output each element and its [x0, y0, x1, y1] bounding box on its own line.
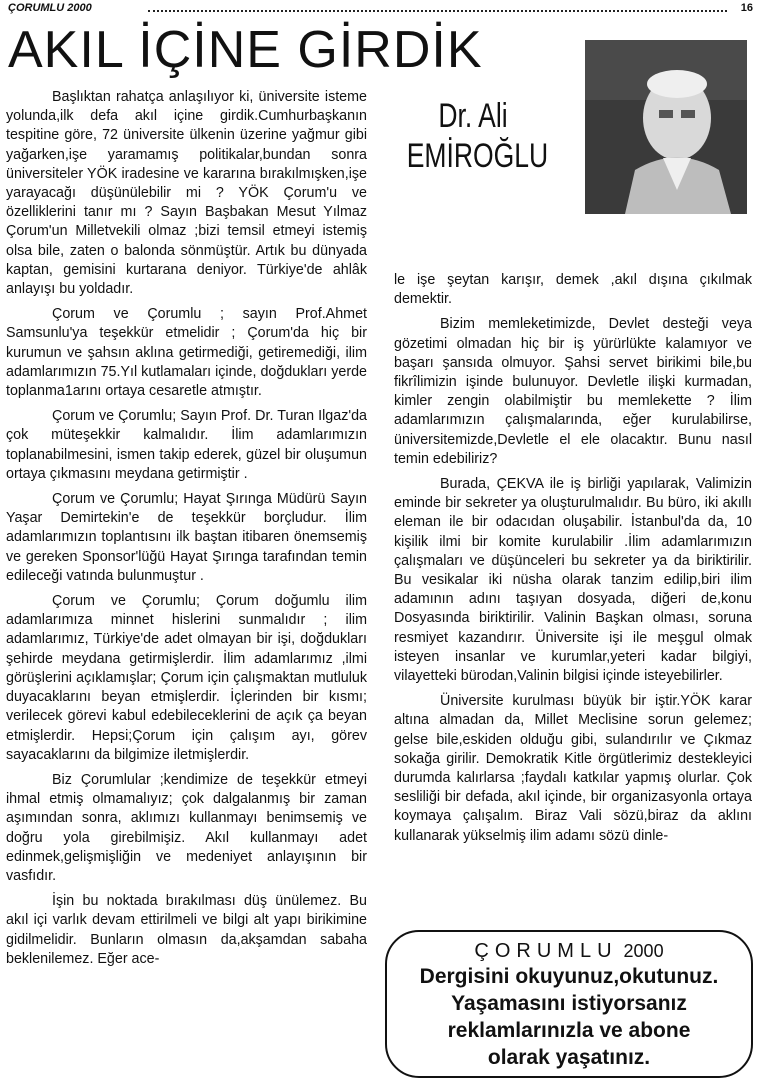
author-portrait-image: [585, 40, 747, 214]
paragraph: İşin bu noktada bırakılması düş ünülemez. Bu akıl içi varlık devam ettirilmeli ve bilgi alt yapı birikimine gidilmelidir. Bunların olmasın da,akşamdan sabaha beklenilemez. Eğer ace-: [6, 893, 367, 967]
article-column-right: [394, 271, 752, 846]
author-byline: [388, 96, 558, 176]
promo-brand: ÇORUMLU: [474, 940, 618, 962]
paragraph: Çorum ve Çorumlu ; sayın Prof.Ahmet Samsunlu'ya teşekkür etmelidir ; Çorum'da hiç bir kurumun ve şahsın aklına getirmediği, getiremediği, ilim adamlarımızın 75.Yıl kutlamaları içinde, doğdukları yerde toplanma1arını ortaya cesaretle atmıştır.: [6, 306, 367, 400]
promo-line-2: Yaşamasını istiyorsanız: [451, 992, 687, 1015]
paragraph: le işe şeytan karışır, demek ,akıl dışına çıkılmak demektir.: [394, 272, 752, 308]
author-line-2: EMİROĞLU: [406, 137, 549, 176]
paragraph: Başlıktan rahatça anlaşılıyor ki, üniversite isteme yolunda,ilk defa akıl içine girdik.Cumhurbaşkanın tespitine göre, 72 üniversite ülkenin üzerine yağmur gibi yağarken,işe yaramamış politikalar,bundan sonra üniversiteler YÖK iradesine ve kararına bırakılmışken,işe yarayacağı düşünülebilir mi ? YÖK Çorum'u ve özelliklerini tanır mı ? Sayın Başbakan Mesut Yılmaz Çorum'un Milletvekili olmaz ;bizi temsil etmeyi istemiş olsa bile, zaten o balonda sönmüştür. Artık bu dünyada kaptan, gemisini kurtarana deniyor. Türkiye'de ahlâk anlayışı bu yoldadır.: [6, 89, 367, 298]
paragraph: Bizim memleketimizde, Devlet desteği veya gözetimi olmadan hiç bir iş yürürlükte kalamıyor ve başarı şansıda olmuyor. Şahsi servet birikimi bile,bu fikrîlimizin işinde bulunuyor. Devletle ilişki kurmadan, kimler zengin olabilmiştir bu memlekette ? İlim adamlarımızın çalışmalarında, eğer kurulabilirse, üniversitemizde,Devletle el ele olacaktır. Bunu nasıl temin edebiliriz?: [394, 316, 752, 467]
paragraph: Çorum ve Çorumlu; Sayın Prof. Dr. Turan Ilgaz'da çok müteşekkir kalmalıdır. İlim adamlarımızın toplanabilmesini, ismen takip ederek, güzel bir oluşumun ortaya çıkmasını meydana getirmiştir .: [6, 408, 367, 482]
page-number: 16: [740, 2, 753, 14]
running-header: [8, 2, 753, 16]
paragraph: Burada, ÇEKVA ile iş birliği yapılarak, Valimizin eminde bir sekreter ya oluşturulmalıdır. Bu büro, iki akıllı eleman ile bir odacıdan oluşabilir. İstanbul'da da, 10 kişilik ilmi bir komite kurulabilir .İlim adamlarımızın çalışmaları ve düşünceleri bu sekreter ya da biriktirilir. Bu vesikalar iki nüsha olarak tanzim edilip,biri ilim adamının adını taşıyan dosyada, diğeri de,konu Dosyasında biriktirilir. Valinin Başkan olması, soruna resmiyet kazandırır. Üniversite işi ile meşgul olmak isteyen insanlar ve kurumlar,yeteri kadar bilgiyi, vilayetteki bürodan,Valinin bilgisi içinde isteyebilirler.: [394, 476, 752, 685]
paragraph: Çorum ve Çorumlu; Hayat Şırınga Müdürü Sayın Yaşar Demirtekin'e de teşekkür borçludur. İlim adamlarımızın toplantısını ilk baştan itibaren önemsemiş ve gereken Sponsor'lüğü Hayat Şırınga tarafından temin edileceği vatında bulunmuştur .: [6, 491, 367, 584]
promo-brand-line: [387, 940, 751, 963]
promo-line-3: reklamlarınızla ve abone: [447, 1019, 691, 1042]
subscription-promo-box: [385, 930, 753, 1078]
paragraph: Çorum ve Çorumlu; Çorum doğumlu ilim adamlarımıza minnet hislerini sunmalıdır ; ilim adamlarımız, Türkiye'de adet olmayan bir işi, doğdukları şehirde meydana getirmişlerdir. İlim adamlarımız ,ilmi görüşlerini açıklamışlar; Çorum için çalışmaktan mutluluk duyacaklarını beyan etmişlerdir. İçlerinden bir kısmı; verilecek görevi kabul edebileceklerini de açık ça beyan etmişlerdir. Hepsi;Çorum için çalışım ayı, görev sayacaklarını da bilgimize iletmişlerdir.: [6, 593, 367, 763]
promo-line-1: Dergisini okuyunuz,okutunuz.: [419, 965, 719, 988]
paragraph: Biz Çorumlular ;kendimize de teşekkür etmeyi ihmal etmiş olmamalıyız; çok dalgalanmış bir zaman aşımından sonra, aklımızı kullanmayı benimsemiş ve doğru yola girebilmişiz. Akıl kullanmayı adet edinmek,gelişmişliğin ve medeniyet anlayışının bir vasfıdır.: [6, 771, 367, 884]
promo-line-4: olarak yaşatınız.: [487, 1046, 651, 1069]
author-photo: [585, 40, 747, 214]
article-column-left: [6, 88, 367, 969]
paragraph: Üniversite kurulması büyük bir iştir.YÖK karar altına almadan da, Millet Meclisine sorun gelemez; gelse bile,eskiden olduğu gibi, sulandırılır ve Çıkmaz sokağa girilir. Demokratik Kitle örgütlerimiz destekleyici durumda kalırlarsa ;faydalı katkılar yapmış olurlar. Çok sesliliği bir defada, akıl içinde, bir organizasyonla ortaya koymaya çalışalım. Biraz Vali sözü,biraz da aklını kullanarak yükselmiş ilim adamı sözü dinle-: [394, 693, 752, 844]
header-magazine: ÇORUMLU 2000: [8, 2, 92, 14]
header-dotted-rule: [148, 10, 727, 12]
promo-year: 2000: [623, 941, 664, 961]
article-title: AKIL İÇİNE GİRDİK: [8, 21, 483, 79]
author-line-1: Dr. Ali: [438, 97, 508, 135]
